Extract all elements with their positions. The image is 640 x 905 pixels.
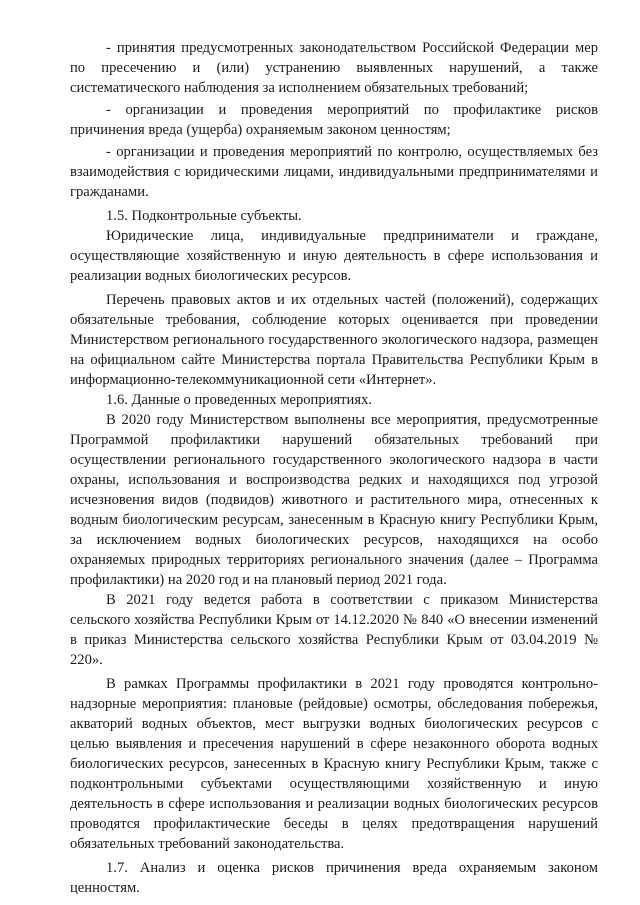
paragraph-measures: - принятия предусмотренных законодательством Российской Федерации мер по пресечению и (или) устранению выявленных нарушений, а также систематического наблюдения за исполнением обязательных требований; [70,40,598,96]
paragraph-legal-acts: Перечень правовых актов и их отдельных частей (положений), содержащих обязательные требования, соблюдение которых оценивается при проведении Министерством регионального государственного экологического надзора, размещен на официальном сайте Министерства портала Правительства Республики Крым в информационно-телекоммуникационной сети «Интернет». [70,292,598,388]
section-heading-1-7: 1.7. Анализ и оценка рисков причинения вреда охраняемым законом ценностям. [70,860,598,896]
paragraph-controlled-subjects: Юридические лица, индивидуальные предприниматели и граждане, осуществляющие хозяйственную и иную деятельность в сфере использования и реализации водных биологических ресурсов. [70,228,598,284]
paragraph-control-without-interaction: - организации и проведения мероприятий по контролю, осуществляемых без взаимодействия с юридическими лицами, индивидуальными предпринимателями и гражданами. [70,144,598,200]
paragraph-2020-activities: В 2020 году Министерством выполнены все мероприятия, предусмотренные Программой профилактики нарушений обязательных требований при осуществлении регионального государственного экологического надзора в части охраны, использования и воспроизводства редких и находящихся под угрозой исчезновения видов (подвидов) животного и растительного мира, отнесенных к водным биологическим ресурсам, занесенным в Красную книгу Республики Крым, за исключением водных биологических ресурсов, находящихся на особо охраняемых природных территориях регионального значения (далее – Программа профилактики) на 2020 год и на плановый период 2021 года. [70,412,598,588]
paragraph-prevention: - организации и проведения мероприятий по профилактике рисков причинения вреда (ущерба) охраняемым законом ценностям; [70,102,598,138]
paragraph-2021-work: В 2021 году ведется работа в соответствии с приказом Министерства сельского хозяйства Республики Крым от 14.12.2020 № 840 «О внесении изменений в приказ Министерства сельского хозяйства Республики Крым от 03.04.2019 № 220». [70,592,598,668]
section-heading-1-5: 1.5. Подконтрольные субъекты. [106,208,302,224]
section-heading-1-6: 1.6. Данные о проведенных мероприятиях. [106,392,373,408]
paragraph-program-measures: В рамках Программы профилактики в 2021 году проводятся контрольно-надзорные мероприятия: плановые (рейдовые) осмотры, обследования побережья, акваторий водных объектов, мест выгрузки водных биологических ресурсов с целью выявления и пресечения нарушений в сфере незаконного оборота водных биологических ресурсов, занесенных в Красную книгу Республики Крым, также с подконтрольными субъектами осуществляющими хозяйственную и иную деятельность в сфере использования и реализации водных биологических ресурсов проводятся профилактические беседы в целях предотвращения нарушений обязательных требований законодательства. [70,676,598,852]
